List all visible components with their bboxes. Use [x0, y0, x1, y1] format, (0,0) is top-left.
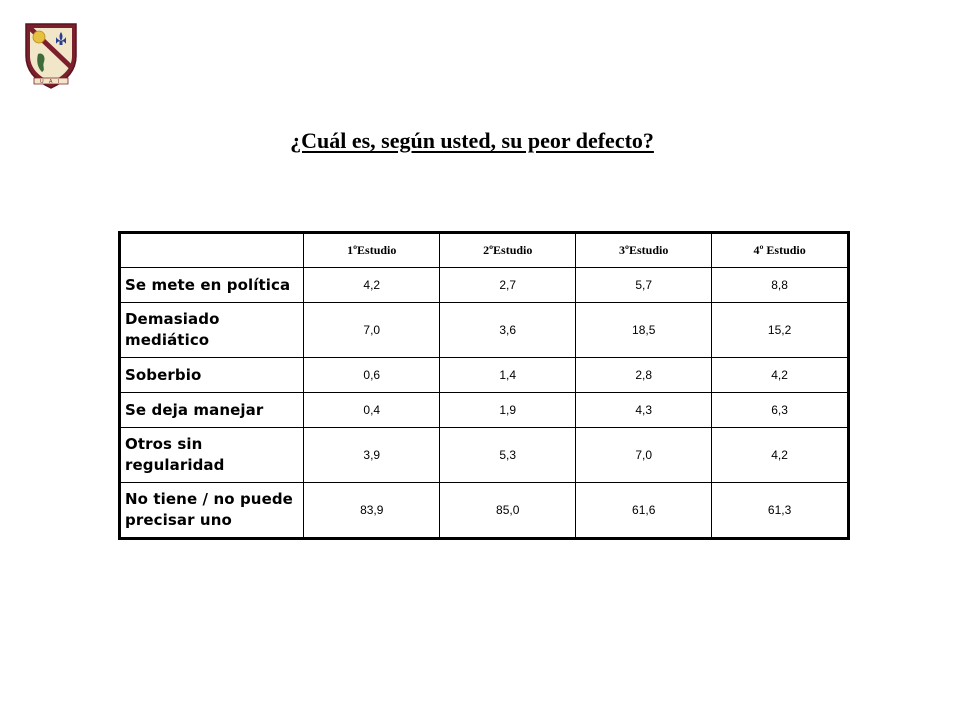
table-row — [120, 358, 849, 393]
table-cell: 85,0 — [440, 483, 576, 539]
column-header: 3ºEstudio — [576, 233, 712, 268]
table-cell: 6,3 — [712, 393, 849, 428]
table-cell: 8,8 — [712, 268, 849, 303]
column-header: 4º Estudio — [712, 233, 849, 268]
table-cell: 2,7 — [440, 268, 576, 303]
row-label: Otros sin regularidad — [120, 428, 304, 483]
table-cell: 5,7 — [576, 268, 712, 303]
table-row — [120, 483, 849, 539]
crest-letter: A — [49, 79, 53, 85]
crest-letter: U — [40, 79, 44, 85]
column-header: 2ºEstudio — [440, 233, 576, 268]
table-cell: 7,0 — [304, 303, 440, 358]
page-title: ¿Cuál es, según usted, su peor defecto? — [290, 128, 654, 153]
table-cell: 2,8 — [576, 358, 712, 393]
survey-table — [118, 231, 850, 540]
table-cell: 4,2 — [712, 428, 849, 483]
table-row — [120, 428, 849, 483]
table-cell: 4,3 — [576, 393, 712, 428]
table-cell: 1,9 — [440, 393, 576, 428]
table-corner-cell — [120, 233, 304, 268]
table-cell: 83,9 — [304, 483, 440, 539]
table-cell: 61,6 — [576, 483, 712, 539]
table-cell: 15,2 — [712, 303, 849, 358]
university-crest-icon — [24, 22, 78, 90]
table-cell: 0,6 — [304, 358, 440, 393]
row-label: Demasiado mediático — [120, 303, 304, 358]
table-row — [120, 268, 849, 303]
table-cell: 1,4 — [440, 358, 576, 393]
table-header-row — [120, 233, 849, 268]
table-cell: 3,9 — [304, 428, 440, 483]
table-cell: 0,4 — [304, 393, 440, 428]
row-label: Se mete en política — [120, 268, 304, 303]
table-cell: 7,0 — [576, 428, 712, 483]
table-cell: 61,3 — [712, 483, 849, 539]
crest-letter: I — [58, 79, 60, 85]
column-header: 1ºEstudio — [304, 233, 440, 268]
row-label: Soberbio — [120, 358, 304, 393]
row-label: Se deja manejar — [120, 393, 304, 428]
table-cell: 3,6 — [440, 303, 576, 358]
table-row — [120, 303, 849, 358]
table-cell: 5,3 — [440, 428, 576, 483]
table-cell: 4,2 — [304, 268, 440, 303]
row-label: No tiene / no puede precisar uno — [120, 483, 304, 539]
table-cell: 4,2 — [712, 358, 849, 393]
table-row — [120, 393, 849, 428]
table-cell: 18,5 — [576, 303, 712, 358]
